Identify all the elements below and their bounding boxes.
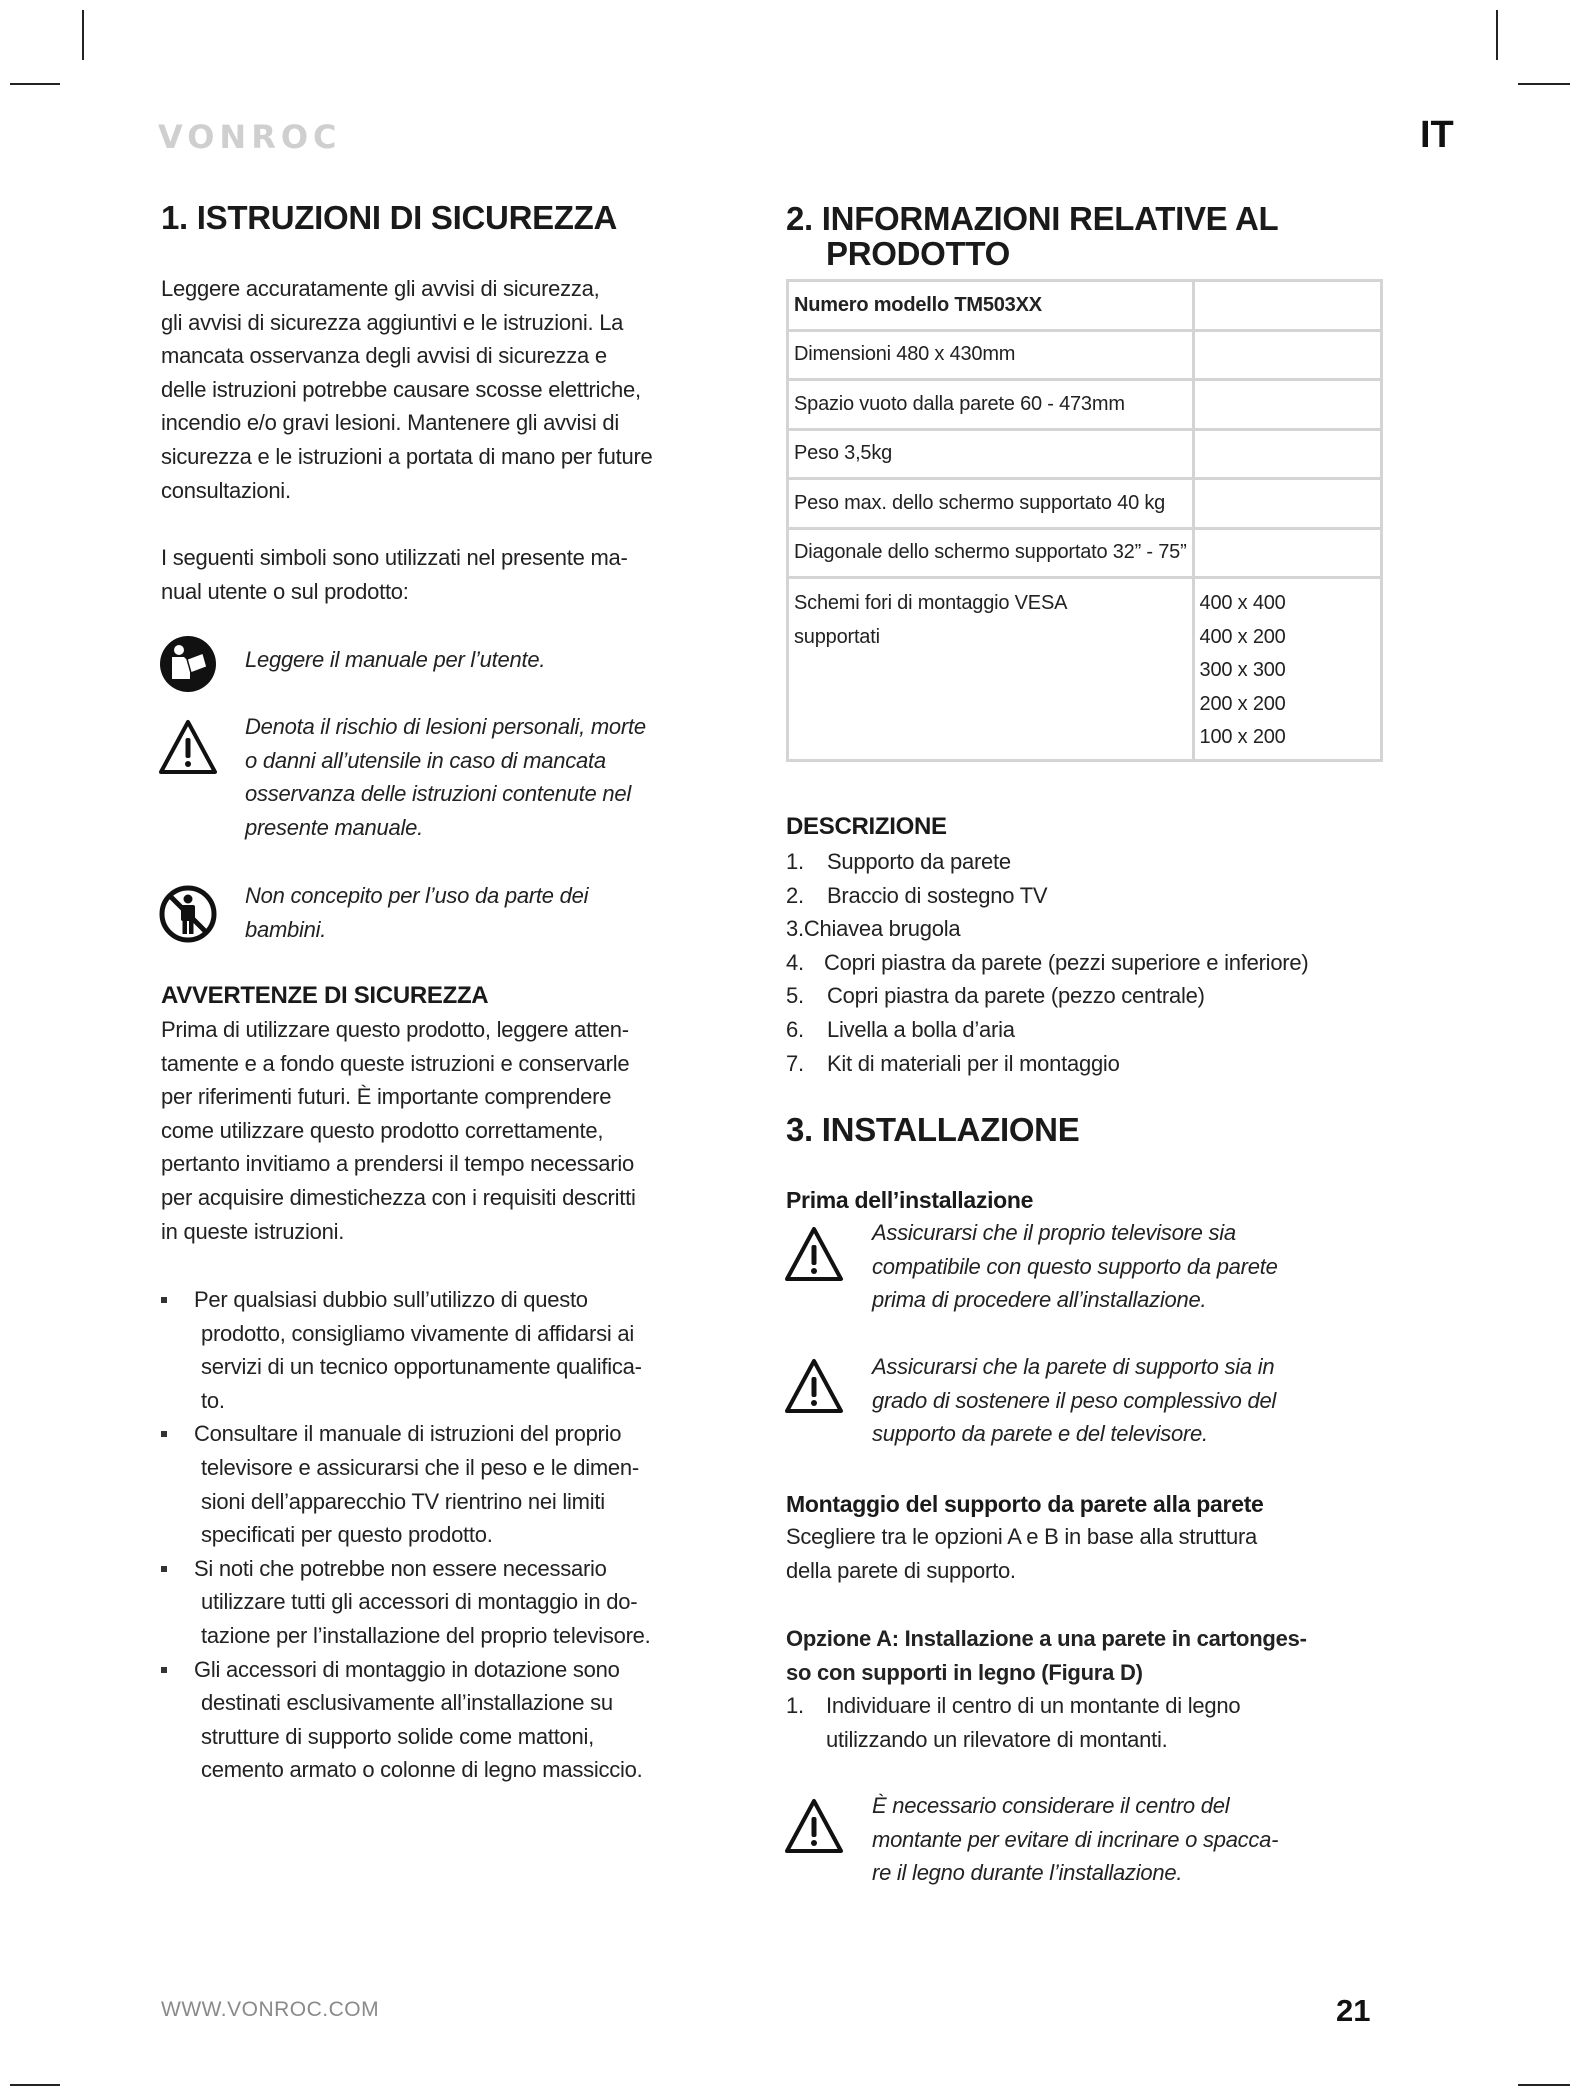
wall-strength-warning bbox=[872, 1350, 1276, 1451]
section-3-title: 3. INSTALLAZIONE bbox=[786, 1111, 1080, 1148]
text-line: presente manuale. bbox=[245, 814, 423, 840]
text-line: tazione per l’installazione del proprio televisore. bbox=[201, 1622, 651, 1648]
text-line: Leggere accuratamente gli avvisi di sicurezza, bbox=[161, 276, 600, 301]
section-1-title: 1. ISTRUZIONI DI SICUREZZA bbox=[161, 199, 618, 236]
safety-warnings-title: AVVERTENZE DI SICUREZZA bbox=[161, 982, 489, 1009]
description-title: DESCRIZIONE bbox=[786, 813, 947, 840]
spec-value bbox=[1193, 429, 1381, 479]
option-a-step-text bbox=[826, 1689, 1240, 1756]
spec-label bbox=[788, 578, 1194, 761]
text-line: servizi di un tecnico opportunamente qualifica- bbox=[201, 1354, 642, 1380]
text-line: Assicurarsi che il proprio televisore sia bbox=[872, 1220, 1236, 1245]
stud-center-warning bbox=[872, 1789, 1278, 1890]
spec-row bbox=[788, 429, 1382, 479]
text-line: re il legno durante l’installazione. bbox=[872, 1860, 1183, 1886]
crop-mark bbox=[1496, 10, 1498, 60]
item-number: 4. bbox=[786, 949, 804, 975]
text-line: Gli accessori di montaggio in dotazione sono bbox=[194, 1656, 620, 1682]
spec-row bbox=[788, 528, 1382, 578]
text-line: prodotto, consigliamo vivamente di affidarsi ai bbox=[201, 1320, 634, 1346]
text-line: incendio e/o gravi lesioni. Mantenere gli avvisi di bbox=[161, 410, 620, 436]
text-line: so con supporti in legno (Figura D) bbox=[786, 1659, 1143, 1685]
spec-label: Dimensioni 480 x 430mm bbox=[788, 330, 1194, 380]
text-line: per riferimenti futuri. È importante comprendere bbox=[161, 1084, 612, 1110]
bullet-text bbox=[194, 1552, 651, 1653]
text-line: tamente e a fondo queste istruzioni e conservarle bbox=[161, 1050, 630, 1076]
item-number: 7. bbox=[786, 1050, 804, 1076]
symbols-intro bbox=[161, 541, 628, 608]
item-text: Livella a bolla d’aria bbox=[827, 1016, 1015, 1042]
no-children-icon bbox=[158, 884, 218, 944]
spec-label: Diagonale dello schermo supportato 32” - 75” bbox=[788, 528, 1194, 578]
bullet-text bbox=[194, 1417, 639, 1551]
description-item bbox=[786, 845, 1011, 879]
text-line: Schemi fori di montaggio VESA bbox=[794, 592, 1068, 614]
safety-warnings-paragraph bbox=[161, 1013, 636, 1248]
text-line: compatibile con questo supporto da parete bbox=[872, 1253, 1278, 1279]
text-line: mancata osservanza degli avvisi di sicurezza e bbox=[161, 343, 607, 369]
item-number: 2. bbox=[786, 882, 804, 908]
description-item bbox=[786, 879, 1048, 913]
vesa-pattern: 300 x 300 bbox=[1199, 659, 1286, 682]
text-line: supporto da parete e del televisore. bbox=[872, 1421, 1208, 1447]
description-item bbox=[786, 1047, 1120, 1081]
symbol-read-manual-text bbox=[245, 643, 545, 677]
item-number: 5. bbox=[786, 983, 804, 1009]
description-item bbox=[786, 912, 960, 946]
spec-label: Spazio vuoto dalla parete 60 - 473mm bbox=[788, 380, 1194, 430]
item-text: Copri piastra da parete (pezzi superiore e inferiore) bbox=[824, 949, 1309, 975]
description-item bbox=[786, 979, 1205, 1013]
crop-mark bbox=[10, 83, 60, 85]
text-line: come utilizzare questo prodotto correttamente, bbox=[161, 1117, 604, 1143]
text-line: Prima di utilizzare questo prodotto, leggere atten- bbox=[161, 1017, 629, 1042]
warning-triangle-icon bbox=[784, 1225, 844, 1283]
bullet-text bbox=[194, 1653, 642, 1787]
bullet-icon bbox=[161, 1566, 167, 1572]
text-line: sicurezza e le istruzioni a portata di mano per future bbox=[161, 443, 653, 469]
page-number: 21 bbox=[1336, 1993, 1371, 2028]
spec-row bbox=[788, 281, 1382, 331]
spec-label: Numero modello TM503XX bbox=[788, 281, 1194, 331]
section-2-title: 2. INFORMAZIONI RELATIVE AL bbox=[786, 200, 1279, 237]
crop-mark bbox=[1518, 2084, 1570, 2086]
read-manual-icon bbox=[159, 635, 217, 693]
text-line: utilizzare tutti gli accessori di montaggio in do- bbox=[201, 1589, 638, 1615]
text-line: I seguenti simboli sono utilizzati nel presente ma- bbox=[161, 545, 628, 570]
before-install-title: Prima dell’installazione bbox=[786, 1187, 1034, 1213]
item-text: Braccio di sostegno TV bbox=[827, 882, 1048, 908]
description-item bbox=[786, 946, 1309, 980]
bullet-icon bbox=[161, 1431, 167, 1437]
mount-paragraph bbox=[786, 1520, 1257, 1587]
text-line: Leggere il manuale per l’utente. bbox=[245, 647, 546, 672]
item-text: Supporto da parete bbox=[827, 849, 1011, 874]
vesa-pattern: 400 x 400 bbox=[1199, 592, 1286, 614]
text-line: Assicurarsi che la parete di supporto sia in bbox=[872, 1354, 1275, 1379]
bullet-icon bbox=[161, 1297, 167, 1303]
warning-triangle-icon bbox=[784, 1357, 844, 1415]
spec-row-vesa bbox=[788, 578, 1382, 761]
symbol-no-children-text bbox=[245, 879, 588, 946]
item-text: Kit di materiali per il montaggio bbox=[827, 1050, 1120, 1076]
description-item bbox=[786, 1013, 1015, 1047]
symbol-warning-text bbox=[245, 710, 646, 844]
mount-title: Montaggio del supporto da parete alla parete bbox=[786, 1491, 1264, 1517]
text-line: Opzione A: Installazione a una parete in cartonges- bbox=[786, 1626, 1307, 1651]
spec-label: Peso 3,5kg bbox=[788, 429, 1194, 479]
vesa-pattern: 400 x 200 bbox=[1199, 625, 1286, 648]
text-line: della parete di supporto. bbox=[786, 1557, 1016, 1583]
spec-value bbox=[1193, 330, 1381, 380]
language-code: IT bbox=[1420, 114, 1454, 156]
product-spec-table bbox=[786, 279, 1383, 762]
spec-row bbox=[788, 479, 1382, 529]
tv-compatibility-warning bbox=[872, 1216, 1278, 1317]
text-line: È necessario considerare il centro del bbox=[872, 1793, 1230, 1818]
spec-row bbox=[788, 380, 1382, 430]
footer-website[interactable]: WWW.VONROC.COM bbox=[161, 1998, 380, 2021]
spec-label: Peso max. dello schermo supportato 40 kg bbox=[788, 479, 1194, 529]
spec-value bbox=[1193, 479, 1381, 529]
text-line: televisore e assicurarsi che il peso e le dimen- bbox=[201, 1454, 639, 1480]
text-line: Si noti che potrebbe non essere necessario bbox=[194, 1555, 607, 1581]
text-line: to. bbox=[201, 1387, 225, 1413]
item-text: Copri piastra da parete (pezzo centrale) bbox=[827, 983, 1205, 1009]
section-2-title-cont: PRODOTTO bbox=[826, 235, 1010, 272]
text-line: in queste istruzioni. bbox=[161, 1218, 345, 1244]
option-a-title bbox=[786, 1622, 1307, 1689]
text-line: Individuare il centro di un montante di legno bbox=[826, 1693, 1241, 1718]
description-list bbox=[786, 845, 1309, 1080]
text-line: osservanza delle istruzioni contenute nel bbox=[245, 781, 631, 807]
text-line: Scegliere tra le opzioni A e B in base alla struttura bbox=[786, 1524, 1258, 1549]
text-line: pertanto invitiamo a prendersi il tempo necessario bbox=[161, 1151, 634, 1177]
text-line: destinati esclusivamente all’installazione su bbox=[201, 1690, 613, 1716]
text-line: sioni dell’apparecchio TV rientrino nei limiti bbox=[201, 1488, 605, 1514]
item-number: 6. bbox=[786, 1016, 804, 1042]
text-line: utilizzando un rilevatore di montanti. bbox=[826, 1726, 1168, 1752]
text-line: o danni all’utensile in caso di mancata bbox=[245, 747, 606, 773]
crop-mark bbox=[82, 10, 84, 60]
text-line: prima di procedere all’installazione. bbox=[872, 1287, 1207, 1313]
item-number: 1. bbox=[786, 849, 804, 874]
option-a-step-number: 1. bbox=[786, 1693, 804, 1718]
vesa-pattern: 200 x 200 bbox=[1199, 692, 1286, 715]
text-line: bambini. bbox=[245, 916, 327, 942]
text-line: strutture di supporto solide come mattoni, bbox=[201, 1723, 595, 1749]
text-line: specificati per questo prodotto. bbox=[201, 1522, 493, 1548]
item-number: 3.Chiavea brugola bbox=[786, 916, 961, 942]
spec-value bbox=[1193, 380, 1381, 430]
text-line: delle istruzioni potrebbe causare scosse elettriche, bbox=[161, 376, 641, 402]
text-line: consultazioni. bbox=[161, 477, 291, 503]
text-line: nual utente o sul prodotto: bbox=[161, 578, 409, 604]
intro-paragraph bbox=[161, 272, 653, 507]
text-line: grado di sostenere il peso complessivo del bbox=[872, 1387, 1277, 1413]
text-line: Non concepito per l’uso da parte dei bbox=[245, 883, 589, 908]
text-line: Consultare il manuale di istruzioni del proprio bbox=[194, 1421, 622, 1447]
crop-mark bbox=[10, 2084, 60, 2086]
bullet-icon bbox=[161, 1667, 167, 1673]
warning-triangle-icon bbox=[784, 1797, 844, 1855]
text-line: per acquisire dimestichezza con i requisiti descritti bbox=[161, 1184, 636, 1210]
spec-value bbox=[1193, 528, 1381, 578]
text-line: cemento armato o colonne di legno massiccio. bbox=[201, 1757, 643, 1783]
text-line: supportati bbox=[794, 625, 880, 648]
vesa-pattern: 100 x 200 bbox=[1199, 726, 1286, 749]
spec-value bbox=[1193, 281, 1381, 331]
text-line: montante per evitare di incrinare o spacca- bbox=[872, 1826, 1279, 1852]
text-line: Denota il rischio di lesioni personali, morte bbox=[245, 714, 646, 739]
brand-logo: VONROC bbox=[158, 118, 342, 156]
spec-row bbox=[788, 330, 1382, 380]
bullet-text bbox=[194, 1283, 642, 1417]
spec-value bbox=[1193, 578, 1381, 761]
text-line: gli avvisi di sicurezza aggiuntivi e le istruzioni. La bbox=[161, 309, 624, 335]
text-line: Per qualsiasi dubbio sull’utilizzo di questo bbox=[194, 1287, 588, 1312]
warning-triangle-icon bbox=[158, 718, 218, 776]
crop-mark bbox=[1518, 83, 1570, 85]
